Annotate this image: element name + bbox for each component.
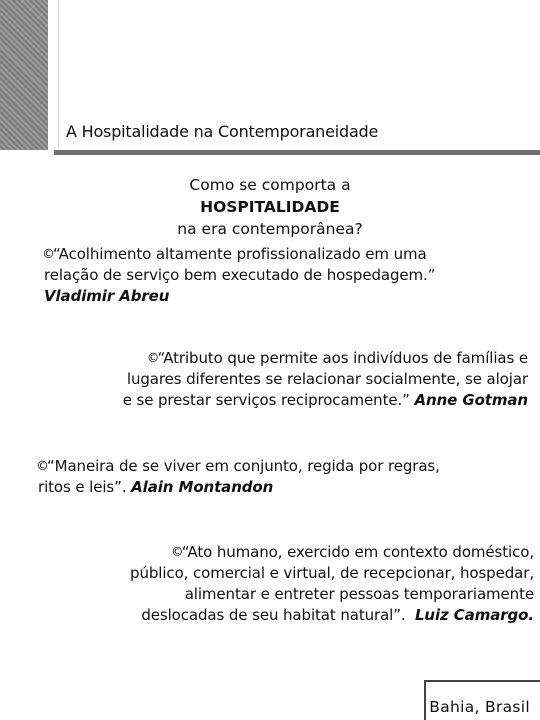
decorative-left-bar (0, 0, 48, 150)
quote-author: Vladimir Abreu (44, 287, 170, 305)
copyright-c-bullet-icon: © (44, 245, 53, 263)
quote-line: público, comercial e virtual, de recepcionar, hospedar, (130, 564, 534, 582)
copyright-c-bullet-icon: © (38, 457, 47, 475)
copyright-c-bullet-icon: © (172, 543, 182, 561)
question-line2: na era contemporânea? (177, 220, 363, 238)
quote-line: e se prestar serviços reciprocamente.” (122, 391, 410, 409)
quote-line: relação de serviço bem executado de hospedagem.” (44, 266, 436, 284)
quote-line: “Acolhimento altamente profissionalizado em uma (52, 245, 427, 263)
quote-line: “Ato humano, exercido em contexto doméstico, (181, 543, 534, 561)
quote-abreu (44, 244, 494, 307)
title-rule (54, 150, 540, 155)
quote-line: lugares diferentes se relacionar socialmente, se alojar (126, 370, 528, 388)
quote-montandon (38, 456, 498, 498)
quote-author: Alain Montandon (131, 478, 274, 496)
quote-line: “Maneira de se viver em conjunto, regida por regras, (46, 457, 440, 475)
quote-line: alimentar e entreter pessoas temporariamente (184, 585, 534, 603)
question-heading (120, 174, 420, 240)
copyright-c-bullet-icon: © (148, 349, 158, 367)
quote-line: deslocadas de seu habitat natural”. (141, 606, 406, 624)
footer-location: Bahia, Brasil (429, 698, 530, 716)
quote-gotman (78, 348, 528, 411)
slide-title: A Hospitalidade na Contemporaneidade (66, 122, 379, 141)
question-line1 (120, 174, 420, 218)
decorative-line (58, 0, 59, 148)
quote-author: Anne Gotman (414, 391, 528, 409)
question-emphasis: HOSPITALIDADE (200, 198, 340, 216)
question-prefix: Como se comporta a (189, 176, 351, 194)
quote-line: “Atributo que permite aos indivíduos de famílias e (157, 349, 528, 367)
quote-camargo (80, 542, 534, 626)
quote-author: Luiz Camargo. (414, 606, 534, 624)
quote-line: ritos e leis”. (38, 478, 127, 496)
